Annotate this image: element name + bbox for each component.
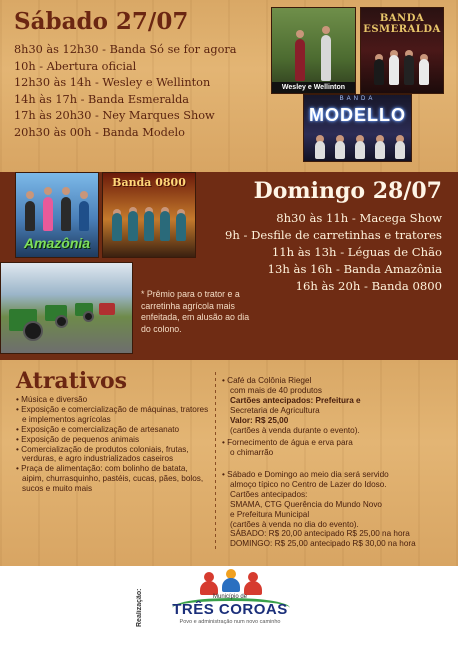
cafe-title: • Café da Colônia Riegel <box>222 376 447 386</box>
schedule-item: 13h às 16h - Banda Amazônia <box>267 262 442 276</box>
banda-modelo-photo <box>303 94 412 162</box>
almoco-block <box>222 470 447 549</box>
almoco-price: SÁBADO: R$ 20,00 antecipado R$ 25,00 na hora <box>230 529 410 539</box>
schedule-item: 12h30 às 14h - Wesley e Wellinton <box>14 76 211 89</box>
list-item: • Exposição e comercialização de artesanato <box>16 425 211 435</box>
tractor-prize-note: * Prêmio para o trator e a carretinha agrícola mais enfeitada, em alusão ao dia do colono. <box>141 289 250 334</box>
sunday-title: Domingo 28/07 <box>253 178 442 204</box>
schedule-item: 10h - Abertura oficial <box>14 59 137 73</box>
almoco-line: e Prefeitura Municipal <box>230 509 310 519</box>
photo-caption: Amazônia <box>23 235 91 251</box>
photo-caption: BANDA ESMERALDA <box>363 13 441 35</box>
municipio-label: Município de <box>212 594 248 600</box>
almoco-line: • Sábado e Domingo ao meio dia será servido <box>222 470 447 480</box>
agua-line: • Fornecimento de água e erva para <box>222 438 447 448</box>
banda-esmeralda-photo <box>360 7 444 94</box>
realizacao-label: Realização: <box>136 588 143 628</box>
list-item: • Exposição e comercialização de máquinas, tratores e implementos agrícolas <box>16 405 211 425</box>
schedule-item: 16h às 20h - Banda 0800 <box>295 279 442 293</box>
almoco-price: DOMINGO: R$ 25,00 antecipado R$ 30,00 na hora <box>230 539 416 549</box>
almoco-line: almoço típico no Centro de Lazer do Idoso. <box>230 479 387 489</box>
tres-coroas-logo <box>150 566 310 647</box>
photo-caption: Wesley e Wellinton <box>272 82 355 93</box>
photo-caption: MODELLO <box>309 105 406 125</box>
list-item: • Música e diversão <box>16 395 211 405</box>
saturday-schedule <box>14 42 237 141</box>
people-logo-icon <box>200 572 264 596</box>
saturday-section <box>0 0 458 172</box>
photo-caption-small: BANDA <box>339 96 376 102</box>
schedule-item: 11h às 13h - Léguas de Chão <box>271 245 442 259</box>
wesley-wellinton-photo <box>271 7 356 94</box>
list-item: • Exposição de pequenos animais <box>16 435 211 445</box>
slogan: Povo e administração num novo caminho <box>179 619 281 625</box>
almoco-line: (cartões à venda no dia do evento). <box>230 519 359 529</box>
schedule-item: 9h - Desfile de carretinhas e tratores <box>224 228 442 242</box>
banda-amazonia-photo <box>15 172 99 258</box>
saturday-title: Sábado 27/07 <box>14 8 189 35</box>
schedule-item: 17h às 20h30 - Ney Marques Show <box>14 109 215 122</box>
schedule-item: 8h30 às 12h30 - Banda Só se for agora <box>14 43 237 56</box>
schedule-item: 20h30 às 00h - Banda Modelo <box>14 125 185 139</box>
city-name: TRÊS COROAS <box>172 601 288 618</box>
agua-line: o chimarrão <box>230 447 274 457</box>
footer <box>0 566 458 647</box>
atrativos-list <box>16 395 211 494</box>
column-divider <box>215 372 216 552</box>
cafe-line: Secretaria de Agricultura <box>230 405 320 415</box>
cafe-line: Cartões antecipados: Prefeitura e <box>230 395 361 405</box>
cafe-colonia-block <box>222 376 447 435</box>
almoco-line: Cartões antecipados: <box>230 489 308 499</box>
cafe-line: com mais de 40 produtos <box>230 385 322 395</box>
sunday-schedule <box>225 210 442 295</box>
atrativos-section <box>0 360 458 566</box>
almoco-line: SMAMA, CTG Querência do Mundo Novo <box>230 499 382 509</box>
schedule-item: 8h30 às 11h - Macega Show <box>276 211 442 225</box>
sunday-section <box>0 172 458 360</box>
cafe-price: Valor: R$ 25,00 <box>230 415 289 425</box>
tractor-parade-photo <box>0 262 133 354</box>
schedule-item: 14h às 17h - Banda Esmeralda <box>14 92 190 106</box>
photo-caption: Banda 0800 <box>112 176 186 189</box>
banda-0800-photo <box>102 172 196 258</box>
agua-erva-block <box>222 438 447 458</box>
cafe-line: (cartões à venda durante o evento). <box>230 425 360 435</box>
atrativos-title: Atrativos <box>16 368 128 394</box>
list-item: • Praça de alimentação: com bolinho de batata, aipim, churrasquinho, pastéis, cucas, pães, bolos, sucos e muito mais <box>16 464 211 494</box>
list-item: • Comercialização de produtos coloniais, frutas, verduras, e agro industrializados caseiros <box>16 445 211 465</box>
